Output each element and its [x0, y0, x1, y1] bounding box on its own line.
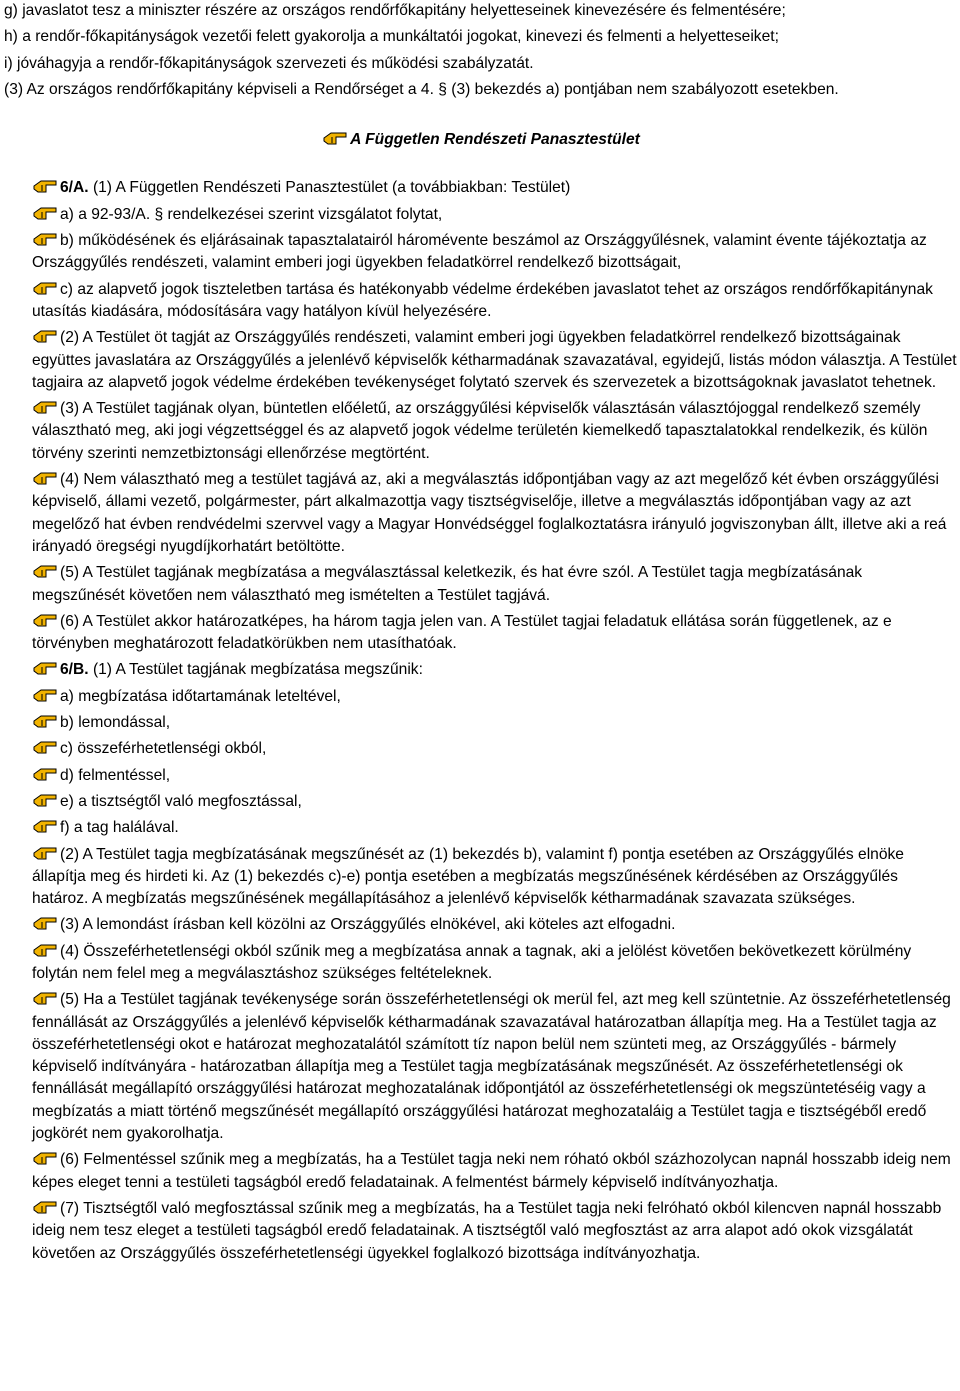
pointing-hand-icon[interactable]: [32, 844, 58, 862]
paragraph-6a-4: [4, 469, 958, 558]
paragraph-h: h) a rendőr-főkapitányságok vezetői felett gyakorolja a munkáltatói jogokat, kinevezi és felmenti a helyetteseiket;: [4, 28, 779, 46]
section-6a-intro: [4, 177, 958, 199]
point-6a-a: [4, 204, 958, 226]
paragraph-6b-5-text: (5) Ha a Testület tagjának tevékenysége során összeférhetetlenségi ok merül fel, azt meg kell szüntetnie. Az összeférhetetlenség fennállását az Országgyűlés a jelenlévő képviselők kétharmadának szavazatával határozatban állapítja meg. Ha a Testület tagja az összeférhetetlenségi okot e határozat meghozatalától számított tíz napon belül nem szünteti meg, az Országgyűlés - bármely képviselő indítványára - határozatban állapítja meg a Testület tagja megbízatásának megszűnését. Az összeférhetetlenségi ok fennállását megállapító országgyűlési határozat meghozatalának időpontjától az összeférhetetlenségi ok megszüntetéséig vagy a megbízatás a miatt történő megszűnését megállapító országgyűlési határozat meghozataláig a Testület tagja e tisztségéből eredő jogkörét nem gyakorolhatja.: [32, 991, 951, 1143]
point-6b-b-text: b) lemondással,: [60, 714, 171, 732]
paragraph-6b-2: [4, 844, 958, 911]
pointing-hand-icon[interactable]: [32, 817, 58, 835]
section-6a-number: 6/A.: [60, 179, 89, 197]
point-6b-d: [4, 765, 958, 787]
point-6a-c-text: c) az alapvető jogok tiszteletben tartása és hatékonyabb védelme érdekében javaslatot tehet az országos rendőrfőkapitánynak utasítás kiadására, módosítására vagy hatályon kívül helyezésére.: [32, 280, 933, 320]
pointing-hand-icon[interactable]: [32, 611, 58, 629]
section-6b-intro: [4, 659, 958, 681]
paragraph-6a-6: [4, 611, 958, 656]
pointing-hand-icon[interactable]: [32, 989, 58, 1007]
section-6a-text: (1) A Független Rendészeti Panasztestület (a továbbiakban: Testület): [88, 179, 571, 197]
pointing-hand-icon[interactable]: [32, 686, 58, 704]
section-title: [4, 129, 958, 151]
pointing-hand-icon[interactable]: [32, 327, 58, 345]
pointing-hand-icon[interactable]: [32, 562, 58, 580]
pointing-hand-icon[interactable]: [32, 230, 58, 248]
paragraph-6a-6-text: (6) A Testület akkor határozatképes, ha három tagja jelen van. A Testület tagjai feladatuk ellátása során függetlenek, az e törvényben meghatározott feladatkörükben nem utasíthatóak.: [32, 612, 892, 653]
point-6b-a: [4, 686, 958, 708]
paragraph-g: g) javaslatot tesz a miniszter részére az országos rendőrfőkapitány helyetteseinek kinevezésére és felmentésére;: [4, 2, 786, 19]
paragraph-6b-4-text: (4) Összeférhetetlenségi okból szűnik meg a megbízatása annak a tagnak, aki a jelölést követően bekövetkezett körülmény folytán nem felel meg a megválasztáshoz szükséges feltételeknek.: [32, 942, 912, 982]
point-6b-b: [4, 712, 958, 734]
section-6b-text: (1) A Testület tagjának megbízatása megszűnik:: [88, 661, 423, 679]
paragraph-6b-7: [4, 1198, 958, 1265]
paragraph-6a-2-text: (2) A Testület öt tagját az Országgyűlés rendészeti, valamint emberi jogi ügyekben feladatkörrel rendelkező bizottságainak együttes javaslatára az Országgyűlés a jelenlévő képviselők kétharmadának szavazatával, egyidejű, listás módon választja. A Testület tagjaira az alapvető jogok védelme érdekében tevékenységet folytató szervek és szervezetek a bizottságoknak javaslatot tehetnek.: [32, 329, 957, 391]
pointing-hand-icon[interactable]: [322, 129, 348, 147]
paragraph-6a-5: [4, 562, 958, 607]
pointing-hand-icon[interactable]: [32, 791, 58, 809]
pointing-hand-icon[interactable]: [32, 469, 58, 487]
point-6b-e: [4, 791, 958, 813]
pointing-hand-icon[interactable]: [32, 712, 58, 730]
pointing-hand-icon[interactable]: [32, 1198, 58, 1216]
pointing-hand-icon[interactable]: [32, 914, 58, 932]
paragraph-6b-3-text: (3) A lemondást írásban kell közölni az Országgyűlés elnökével, aki köteles azt elfogadni.: [60, 916, 676, 934]
paragraph-6b-6: [4, 1149, 958, 1194]
pointing-hand-icon[interactable]: [32, 941, 58, 959]
paragraph-6b-2-text: (2) A Testület tagja megbízatásának megszűnését az (1) bekezdés b), valamint f) pontja esetében az Országgyűlés elnöke állapítja meg és hirdeti ki. Az (1) bekezdés c)-e) pontja esetében a megbízatás megszűnésének kérdésében az Országgyűlés határoz. A megbízatás megszűnésének megállapításához a jelenlévő képviselők kétharmadának szavazata szükséges.: [32, 845, 904, 908]
pointing-hand-icon[interactable]: [32, 738, 58, 756]
pointing-hand-icon[interactable]: [32, 659, 58, 677]
paragraph-6a-4-text: (4) Nem választható meg a testület tagjává az, aki a megválasztás időpontjában vagy az azt megelőző két évben országgyűlési képviselő, állami vezető, polgármester, párt alkalmazottja vagy tisztségviselője, illetve a megválasztás időpontjában vagy az azt megelőző hat évben rendvédelmi szervvel vagy a Magyar Honvédséggel foglalkoztatásra irányuló jogviszonyban állt, illetve aki a reá irányadó öregségi nyugdíjkorhatárt betöltötte.: [32, 471, 947, 555]
point-6a-b-text: b) működésének és eljárásainak tapasztalatairól háromévente beszámol az Országgyűlésnek, valamint évente tájékoztatja az Országgyűlés rendészeti, valamint emberi jogi ügyekben feladatkörrel rendelkező bizottságait,: [32, 232, 927, 272]
paragraph-6a-3: [4, 398, 958, 465]
pointing-hand-icon[interactable]: [32, 765, 58, 783]
point-6a-c: [4, 279, 958, 324]
pointing-hand-icon[interactable]: [32, 204, 58, 222]
pointing-hand-icon[interactable]: [32, 1149, 58, 1167]
section-6b-number: 6/B.: [60, 661, 89, 679]
paragraph-6a-3-text: (3) A Testület tagjának olyan, büntetlen előéletű, az országgyűlési képviselők választásán választójoggal rendelkező személy választható meg, aki jogi végzettséggel és az alapvető jogok védelme területén kiemelkedő tapasztalatokkal rendelkezik, és külön törvény szerinti nemzetbiztonsági ellenőrzése megtörtént.: [32, 400, 928, 462]
pointing-hand-icon[interactable]: [32, 279, 58, 297]
point-6b-f-text: f) a tag halálával.: [60, 819, 179, 837]
paragraph-6b-4: [4, 941, 958, 986]
pointing-hand-icon[interactable]: [32, 398, 58, 416]
paragraph-6a-2: [4, 327, 958, 394]
paragraph-6b-3: [4, 914, 958, 936]
point-6a-a-text: a) a 92-93/A. § rendelkezései szerint vizsgálatot folytat,: [60, 205, 443, 223]
point-6b-d-text: d) felmentéssel,: [60, 766, 171, 784]
paragraph-6b-7-text: (7) Tisztségtől való megfosztással szűnik meg a megbízatás, ha a Testület tagja neki felróható okból kilencven napnál hosszabb ideig nem tesz eleget a testületi tagságból eredő feladatainak. A tisztségtől való megfosztást az arra alapot adó okok vizsgálatát követően az Országgyűlés összeférhetetlenségi ügyekkel foglalkozó bizottsága indítványozhatja.: [32, 1199, 942, 1262]
point-6b-f: [4, 817, 958, 839]
paragraph-6a-5-text: (5) A Testület tagjának megbízatása a megválasztással keletkezik, és hat évre szól. A Testület tagja megbízatásának megszűnését követően nem választható meg ismételten a Testület tagjává.: [32, 564, 863, 604]
section-title-text: A Független Rendészeti Panasztestület: [350, 131, 640, 149]
point-6b-c: [4, 738, 958, 760]
paragraph-6b-5: [4, 989, 958, 1145]
point-6b-a-text: a) megbízatása időtartamának leteltével,: [60, 687, 341, 705]
point-6a-b: [4, 230, 958, 275]
point-6b-e-text: e) a tisztségtől való megfosztással,: [60, 792, 302, 810]
paragraph-3: (3) Az országos rendőrfőkapitány képviseli a Rendőrséget a 4. § (3) bekezdés a) pontjában nem szabályozott esetekben.: [4, 80, 839, 98]
paragraph-6b-6-text: (6) Felmentéssel szűnik meg a megbízatás, ha a Testület tagja neki nem róható okból százhozolycan napnál hosszabb ideig nem képes eleget tenni a testületi tagságból eredő feladatainak. A felmentést bármely képviselő indítványozhatja.: [32, 1151, 951, 1191]
pointing-hand-icon[interactable]: [32, 177, 58, 195]
point-6b-c-text: c) összeférhetetlenségi okból,: [60, 740, 267, 758]
paragraph-i: i) jóváhagyja a rendőr-főkapitányságok szervezeti és működési szabályzatát.: [4, 54, 534, 72]
